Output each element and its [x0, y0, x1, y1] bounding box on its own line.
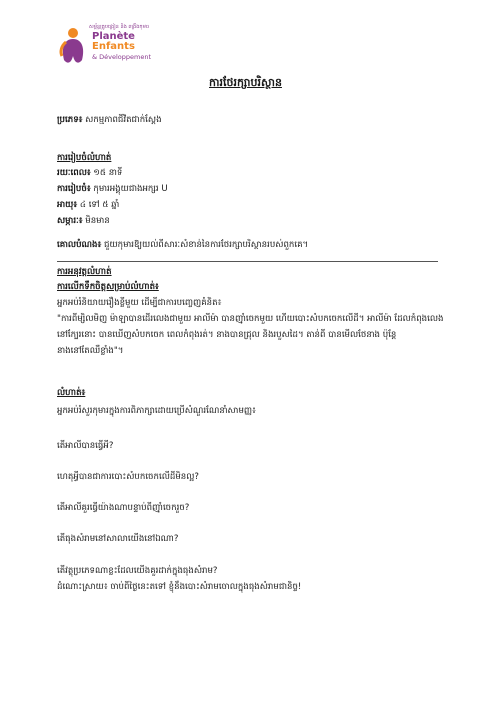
- age-row: [57, 199, 119, 211]
- exercise-intro: អ្នកអប់រំសួរកុមារក្នុងការពិភាក្សាដោយប្រើសំណួរណែនាំសាមញ្ញ៖: [57, 406, 256, 416]
- question-4: តើធុងសំរាមនៅសាលាយើងនៅឯណា?: [57, 534, 179, 544]
- materials-row: [57, 215, 110, 227]
- question-1: តើអាលីបានធ្វើអី?: [57, 441, 114, 451]
- objective-value: ជួយកុមារឱ្យយល់ពីសារៈសំខាន់នៃការថែរក្សាបរិស្ថានរបស់ពួកគេ។: [104, 240, 309, 250]
- type-label: ប្រភេទ៖: [57, 115, 83, 125]
- organization-label: ការរៀបចំ៖: [57, 184, 91, 194]
- question-5: តើវត្ថុប្រភេទណាខ្លះដែលយើងគួរដាក់ក្នុងធុងសំរាម?: [57, 566, 218, 576]
- logo: [58, 20, 168, 70]
- organization-value: កុមារអង្គុយជាងអក្សរ U: [93, 184, 168, 194]
- process-intro: អ្នកអប់រំនិយាយរឿងខ្លីមួយ ដើម្បីជាការបញ្ចេញគំនិត៖: [57, 298, 222, 308]
- prep-heading: ការរៀបចំលំហាត់: [57, 153, 112, 163]
- age-value: ៤ ទៅ ៥ ឆ្នាំ: [79, 200, 120, 210]
- document-title: ការថែរក្សាបរិស្ថាន: [209, 76, 282, 89]
- organization-row: [57, 183, 168, 195]
- section-divider: [57, 261, 438, 262]
- age-label: អាយុ៖: [57, 200, 78, 210]
- story-line-1: "ការពីម្សិលមិញ ម៉ាឡាបានដើរលេងជាមួយ អាលីម៉ា បានញ៉ាំចេកមួយ ហើយបោះសំបកចេកលើដី។ អាលីម៉ា ដែលកំពុងលេង: [57, 314, 444, 324]
- question-2: ហេតុអ្វីបានជាការបោះសំបកចេកលើដីមិនល្អ?: [57, 472, 199, 482]
- question-3: តើអាលីគួរធ្វើយ៉ាងណាបន្ទាប់ពីញ៉ាំចេករួច?: [57, 503, 190, 513]
- duration-row: [57, 167, 122, 179]
- logo-brand-line3: & Développement: [92, 53, 152, 61]
- story-line-3: នាងនៅតែឈឺខ្លាំង"។: [57, 346, 124, 356]
- logo-brand-line1: Planète: [92, 31, 135, 42]
- logo-brand-line2: Enfants: [92, 41, 135, 52]
- process-heading: ការអនុវត្តលំហាត់: [57, 267, 112, 277]
- duration-value: ១៥ នាទី: [93, 168, 123, 178]
- materials-value: មិនមាន: [85, 216, 110, 226]
- objective-label: គោលបំណង៖: [57, 240, 102, 250]
- materials-label: សម្ភារៈ៖: [57, 216, 83, 226]
- child-figure-icon: [58, 26, 88, 66]
- story-line-2: នៅក្បែរនោះ បានឃើញសំបកចេក ពេលកំពុងរត់។ នាងបានជ្រុល និងរបួសដៃ។ តាន់ពី បានមើលថែនាង ប៉ុន្តែ: [57, 330, 397, 340]
- duration-label: រយៈពេល៖: [57, 168, 91, 178]
- exercise-heading: លំហាត់៖: [57, 388, 86, 398]
- type-row: [57, 114, 162, 126]
- objective-row: [57, 239, 308, 251]
- logo-tagline: សម្ព័ន្ធគ្រូបង្រៀន និង ពង្រឹងកុមារ: [89, 24, 149, 30]
- type-value: សកម្មភាពជីវិតជាក់ស្តែង: [85, 115, 162, 125]
- answer-line: ដំណោះស្រាយ៖ ចាប់ពីថ្ងៃនេះតទៅ ខ្ញុំនឹងបោះសំរាមចោលក្នុងធុងសំរាមជានិច្ច!: [57, 582, 302, 592]
- motivation-subheading: ការលើកទឹកចិត្តសម្រាប់លំហាត់៖: [57, 282, 159, 292]
